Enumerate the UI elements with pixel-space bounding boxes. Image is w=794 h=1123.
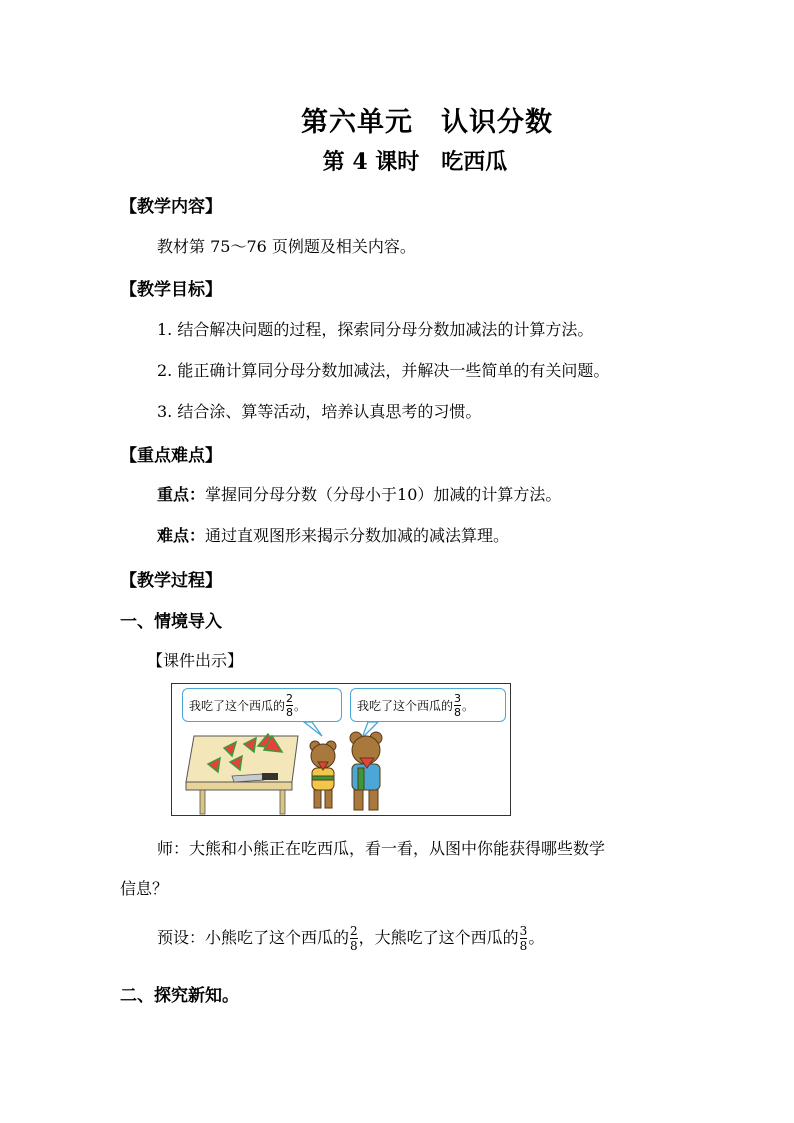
speech-bubble-big-bear: 我吃了这个西瓜的 $\frac{3}{8}$ 。 [350,688,506,722]
illustration-bears-eating-watermelon [171,683,511,816]
bubble-tail-left [304,722,322,736]
content-text: 教材第 75～76 页例题及相关内容。 [157,237,416,256]
lesson-subtitle: 第 4 课时 吃西瓜 [322,149,508,175]
step2-heading: 二、探究新知。 [120,986,239,1006]
fraction-bubble-small: $\frac{2}{8}$ [286,691,294,719]
key-label: 重点： [157,485,206,504]
content-heading: 【教学内容】 [120,197,222,217]
step1-heading: 一、情境导入 [120,612,222,632]
table-leg-right [280,790,285,814]
page-title: 第六单元 认识分数 [301,107,553,138]
key-heading: 【重点难点】 [120,446,222,466]
key-text: 掌握同分母分数（分母小于10）加减的计算方法。 [205,485,562,504]
big-bear [350,732,382,810]
goal-item-3: 3. 结合涂、算等活动，培养认真思考的习惯。 [157,402,482,421]
difficulty-label: 难点： [157,526,206,545]
table-leg-left [200,790,205,814]
small-bear [310,741,336,808]
teacher-line-2: 信息？ [120,879,169,898]
goals-heading: 【教学目标】 [120,280,222,300]
bubble-right-text: 我吃了这个西瓜的 [357,698,454,713]
illustration-drawing [172,684,510,815]
bubble-left-text: 我吃了这个西瓜的 [189,698,286,713]
difficulty-point [157,523,509,546]
goal-item-1: 1. 结合解决问题的过程，探索同分母分数加减法的计算方法。 [157,320,594,339]
fraction-bubble-big: $\frac{3}{8}$ [454,691,462,719]
fraction-big-bear: $\frac{3}{8}$ [519,924,528,953]
table-edge [186,782,292,790]
difficulty-text: 通过直观图形来揭示分数加减的减法算理。 [205,526,510,545]
speech-bubble-small-bear: 我吃了这个西瓜的 $\frac{2}{8}$ 。 [182,688,342,722]
key-point [157,482,561,505]
teacher-line-1: 师：大熊和小熊正在吃西瓜，看一看，从图中你能获得哪些数学 [157,839,606,858]
process-heading: 【教学过程】 [120,571,222,591]
courseware-label: 【课件出示】 [147,651,244,670]
fraction-small-bear: $\frac{2}{8}$ [350,924,358,953]
preset-answer: 预设：小熊吃了这个西瓜的 $\frac{2}{8}$ ，大熊吃了这个西瓜的 $\frac{3}{8}$ 。 [157,924,545,953]
goal-item-2: 2. 能正确计算同分母分数加减法，并解决一些简单的有关问题。 [157,361,610,380]
